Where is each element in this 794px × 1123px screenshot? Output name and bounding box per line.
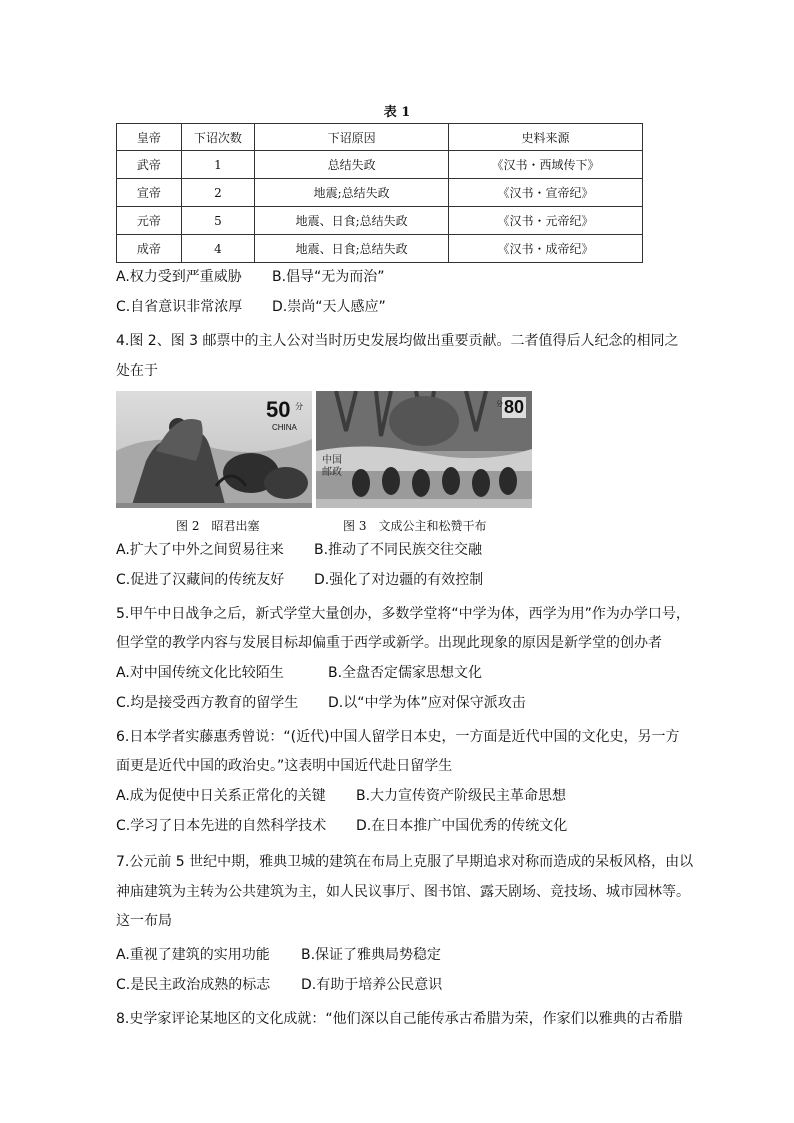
q7-stem-line3: 这一布局: [116, 913, 172, 929]
q5-stem-line1: 5.甲午中日战争之后，新式学堂大量创办，多数学堂将“中学为体，西学为用”作为办学口号，: [116, 606, 690, 622]
q6-stem-line2: 面更是近代中国的政治史。”这表明中国近代赴日留学生: [116, 758, 453, 774]
q7-option-b: B.保证了雅典局势稳定: [301, 947, 442, 963]
q4-stem-line1: 4.图 2、图 3 邮票中的主人公对当时历史发展均做出重要贡献。二者值得后人纪念的相同之: [116, 333, 679, 349]
q6-option-d: D.在日本推广中国优秀的传统文化: [356, 818, 568, 834]
q5-stem-line2: 但学堂的教学内容与发展目标却偏重于西学或新学。出现此现象的原因是新学堂的创办者: [116, 635, 662, 651]
table-row: [117, 179, 643, 207]
q3-option-b: B.倡导“无为而治”: [272, 269, 385, 285]
q4-stem-line2: 处在于: [116, 363, 158, 379]
stamp-wencheng-image: [316, 391, 532, 508]
table-cell: 地震、日食;总结失政: [255, 207, 449, 235]
table-cell: 《汉书・元帝纪》: [449, 207, 643, 235]
stamp1-unit: 分: [295, 402, 303, 411]
table-cell: 地震;总结失政: [255, 179, 449, 207]
q5-option-c: C.均是接受西方教育的留学生: [116, 695, 299, 711]
q5-option-a: A.对中国传统文化比较陌生: [116, 665, 284, 681]
table-row: [117, 207, 643, 235]
table-row: [117, 151, 643, 179]
table-cell: 4: [181, 235, 255, 263]
stamp-zhaojun-image: [116, 391, 312, 508]
table-cell: 宣帝: [117, 179, 182, 207]
table-cell: 武帝: [117, 151, 182, 179]
table-cell: 《汉书・宣帝纪》: [449, 179, 643, 207]
q3-option-c: C.自省意识非常浓厚: [116, 299, 243, 315]
q6-stem-line1: 6.日本学者实藤惠秀曾说：“(近代)中国人留学日本史，一方面是近代中国的文化史，另一方: [116, 729, 680, 745]
table-cell: 元帝: [117, 207, 182, 235]
q7-stem-line1: 7.公元前 5 世纪中期，雅典卫城的建筑在布局上克服了早期追求对称而造成的呆板风格，由以: [116, 854, 694, 870]
q4-option-c: C.促进了汉藏间的传统友好: [116, 572, 285, 588]
q7-option-c: C.是民主政治成熟的标志: [116, 977, 271, 993]
table-cell: 《汉书・成帝纪》: [449, 235, 643, 263]
stamp2-country: 中国邮政: [322, 455, 342, 478]
table-title: 表 1: [383, 105, 411, 120]
table-cell: 总结失政: [255, 151, 449, 179]
table-cell: 5: [181, 207, 255, 235]
stamp2-unit: 分: [496, 400, 503, 408]
q6-option-a: A.成为促使中日关系正常化的关键: [116, 788, 326, 804]
table-header-cell: 皇帝: [117, 124, 182, 151]
table-row: [117, 235, 643, 263]
q6-option-c: C.学习了日本先进的自然科学技术: [116, 818, 327, 834]
table-header-cell: 下诏原因: [255, 124, 449, 151]
stamp1-value: 50: [266, 397, 291, 422]
q6-option-b: B.大力宣传资产阶级民主革命思想: [356, 788, 567, 804]
q8-stem-line1: 8.史学家评论某地区的文化成就：“他们深以自己能传承古希腊为荣，作家们以雅典的古希腊: [116, 1011, 683, 1027]
q4-option-b: B.推动了不同民族交往交融: [314, 542, 483, 558]
table-cell: 1: [181, 151, 255, 179]
q7-option-d: D.有助于培养公民意识: [301, 977, 443, 993]
q4-option-a: A.扩大了中外之间贸易往来: [116, 542, 284, 558]
table-cell: 成帝: [117, 235, 182, 263]
q4-option-d: D.强化了对边疆的有效控制: [314, 572, 484, 588]
q5-option-b: B.全盘否定儒家思想文化: [328, 665, 483, 681]
stamp2-value: 80: [504, 397, 525, 417]
q3-option-a: A.权力受到严重威胁: [116, 269, 242, 285]
table-cell: 《汉书・西域传下》: [449, 151, 643, 179]
q3-option-d: D.崇尚“天人感应”: [272, 299, 386, 315]
figure-3-caption: 图 3 文成公主和松赞干布: [343, 519, 487, 533]
q7-stem-line2: 神庙建筑为主转为公共建筑为主，如人民议事厅、图书馆、露天剧场、竞技场、城市园林等。: [116, 884, 690, 900]
stamp1-country: CHINA: [272, 423, 297, 432]
table-header-cell: 下诏次数: [181, 124, 255, 151]
table-header-cell: 史料来源: [449, 124, 643, 151]
history-table: [116, 123, 643, 263]
q7-option-a: A.重视了建筑的实用功能: [116, 947, 270, 963]
table-cell: 地震、日食;总结失政: [255, 235, 449, 263]
q5-option-d: D.以“中学为体”应对保守派攻击: [328, 695, 526, 711]
table-header-row: [117, 124, 643, 151]
figure-2-caption: 图 2 昭君出塞: [176, 519, 260, 533]
table-cell: 2: [181, 179, 255, 207]
